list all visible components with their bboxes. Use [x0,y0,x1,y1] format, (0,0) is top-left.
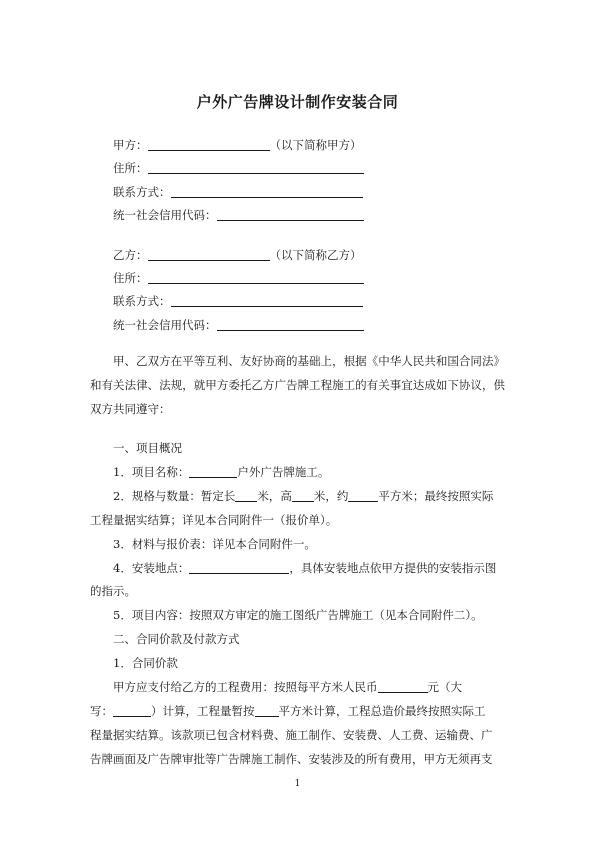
amount-in-words-blank [113,703,151,717]
price-line-1 [113,679,462,695]
party-b-note: （以下简称乙方） [269,248,362,262]
party-a-label: 甲方： [113,138,148,152]
price-line-3: 程量据实结算。该款项已包含材料费、施工制作、安装费、人工费、运输费、广 [90,728,493,742]
document-title: 户外广告牌设计制作安装合同 [196,93,399,111]
item-1-3: 3．材料与报价表：详见本合同附件一。 [113,537,316,551]
item-1-1-text: 户外广告牌施工。 [237,465,330,479]
party-a-contact-label: 联系方式： [113,185,171,199]
party-b-credit-label: 统一社会信用代码： [113,318,217,332]
height-blank [292,488,314,502]
party-b-contact-line [113,293,363,309]
party-a-contact-blank [171,184,363,198]
party-b-contact-label: 联系方式： [113,294,171,308]
party-b-credit-blank [217,317,364,331]
item-1-1-label: 1．项目名称： [113,465,190,479]
party-a-credit-line [113,207,364,223]
party-a-note: （以下简称甲方） [269,138,362,152]
length-blank [235,488,257,502]
item-2-1: 1．合同价款 [113,656,178,670]
party-a-contact-line [113,184,363,200]
party-b-address-blank [148,270,364,284]
section-1-heading: 一、项目概况 [113,441,182,455]
price-line-1-suffix: 元（大 [427,680,462,694]
unit-price-blank [378,679,428,693]
project-name-blank [189,464,237,478]
price-line-4: 告牌画面及广告牌审批等广告牌施工制作、安装涉及的所有费用，甲方无须再支 [90,752,493,766]
item-1-2-line-2: 工程量据实结算；详见本合同附件一（报价单）。 [90,513,338,527]
item-1-1 [113,464,329,480]
party-b-name-blank [148,247,270,261]
item-1-2-part-c: 米，约 [313,489,349,503]
price-line-2-a: 写： [90,704,113,718]
party-b-address-label: 住所： [113,271,148,285]
party-b-address-line [113,270,364,286]
party-a-address-label: 住所： [113,161,148,175]
install-location-blank [189,560,289,574]
preamble-paragraph: 甲、乙双方在平等互利、友好协商的基础上，根据《中华人民共和国合同法》和有关法律、法规，就甲方委托乙方广告牌工程施工的有关事宜达成如下协议，供双方共同遵守： [90,354,505,416]
party-a-credit-blank [217,207,364,221]
item-1-2 [113,488,493,504]
price-line-2 [90,703,486,719]
price-line-2-b: ）计算，工程量暂按 [151,704,255,718]
party-a-address-blank [148,160,364,174]
quantity-blank [255,703,279,717]
area-blank [348,488,378,502]
party-a-line [113,137,362,153]
item-1-2-part-b: 米，高 [257,489,292,503]
item-1-5: 5．项目内容：按照双方审定的施工图纸广告牌施工（见本合同附件二）。 [113,608,483,622]
section-2-heading: 二、合同价款及付款方式 [113,632,240,646]
item-1-4-line-2: 的指示。 [90,584,136,598]
item-1-4-label: 4．安装地点： [113,561,190,575]
item-1-2-part-d: 平方米；最终按照实际 [378,489,494,503]
party-a-name-blank [148,137,270,151]
price-line-2-c: 平方米计算，工程总造价最终按照实际工 [278,704,486,718]
party-b-line [113,247,362,263]
party-a-address-line [113,160,364,176]
party-a-credit-label: 统一社会信用代码： [113,208,217,222]
party-b-label: 乙方： [113,248,148,262]
page-number: 1 [294,779,301,789]
item-1-2-part-a: 2．规格与数量：暂定长 [113,489,236,503]
party-b-contact-blank [171,293,363,307]
price-line-1-text: 甲方应支付给乙方的工程费用：按照每平方米人民币 [113,680,378,694]
item-1-4 [113,560,496,576]
party-b-credit-line [113,317,364,333]
item-1-4-text: ，具体安装地点依甲方提供的安装指示图 [289,561,497,575]
